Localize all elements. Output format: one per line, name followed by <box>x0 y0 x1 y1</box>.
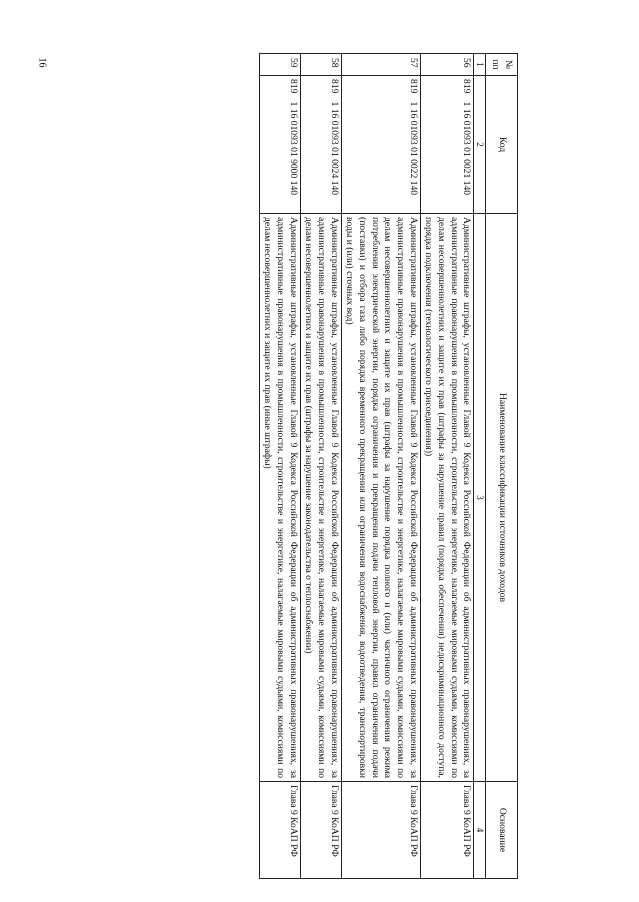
header-basis: Основание <box>485 782 517 879</box>
revenue-code: 1 16 01093 01 0024 140 <box>300 100 341 214</box>
header-no: № пп <box>485 54 517 76</box>
revenue-code: 1 16 01093 01 0021 140 <box>420 100 474 214</box>
row-number: 58 <box>300 54 341 76</box>
row-number: 56 <box>420 54 474 76</box>
header-name: Наименование классификации источников доходов <box>485 214 517 782</box>
row-number: 57 <box>341 54 420 76</box>
legal-basis: Глава 9 КоАП РФ <box>341 782 420 879</box>
revenue-name: Административные штрафы, установленные Главой 9 Кодекса Российской Федерации об административных правонарушениях, за административные правонарушения в промышленности, строительстве и энергетике, налагаемые мировыми судьями, комиссиями по делам несовершеннолетних и защите их прав (иные штрафы) <box>259 214 300 782</box>
col-number-2: 2 <box>474 76 485 214</box>
legal-basis: Глава 9 КоАП РФ <box>300 782 341 879</box>
revenue-code: 1 16 01093 01 0022 140 <box>341 100 420 214</box>
revenue-classification-table <box>259 53 518 879</box>
col-number-3: 3 <box>474 214 485 782</box>
page-number: 16 <box>36 57 48 68</box>
admin-code: 819 <box>341 76 420 100</box>
col-number-1: 1 <box>474 54 485 76</box>
rotated-table-wrapper <box>119 53 518 878</box>
col-number-4: 4 <box>474 782 485 879</box>
admin-code: 819 <box>259 76 300 100</box>
row-number: 59 <box>259 54 300 76</box>
revenue-name: Административные штрафы, установленные Главой 9 Кодекса Российской Федерации об административных правонарушениях, за административные правонарушения в промышленности, строительстве и энергетике, налагаемые мировыми судьями, комиссиями по делам несовершеннолетних и защите их прав (штрафы за нарушение законодательства о теплоснабжении) <box>300 214 341 782</box>
revenue-name: Административные штрафы, установленные Главой 9 Кодекса Российской Федерации об административных правонарушениях, за административные правонарушения в промышленности, строительстве и энергетике, налагаемые мировыми судьями, комиссиями по делам несовершеннолетних и защите их прав (штрафы за нарушение порядка полного и (или) частичного ограничения режима потребления электрической энергии, порядка ограничения и прекращения подачи тепловой энергии, правил ограничения подачи (поставки) и отбора газа либо порядка временного прекращения или ограничения водоснабжения, водоотведения, транспортировки воды и (или) сточных вод) <box>341 214 420 782</box>
admin-code: 819 <box>420 76 474 100</box>
table-row <box>259 54 300 879</box>
legal-basis: Глава 9 КоАП РФ <box>420 782 474 879</box>
header-code: Код <box>485 76 517 214</box>
revenue-name: Административные штрафы, установленные Главой 9 Кодекса Российской Федерации об административных правонарушениях, за административные правонарушения в промышленности, строительстве и энергетике, налагаемые мировыми судьями, комиссиями по делам несовершеннолетних и защите их прав (штрафы за нарушение правил (порядка обеспечения) недискриминационного доступа, порядка подключения (технологического присоединения)) <box>420 214 474 782</box>
legal-basis: Глава 9 КоАП РФ <box>259 782 300 879</box>
admin-code: 819 <box>300 76 341 100</box>
revenue-code: 1 16 01093 01 9000 140 <box>259 100 300 214</box>
table-row <box>341 54 420 879</box>
table-row <box>420 54 474 879</box>
table-row <box>300 54 341 879</box>
column-number-row <box>474 54 485 879</box>
table-header-row <box>485 54 517 879</box>
